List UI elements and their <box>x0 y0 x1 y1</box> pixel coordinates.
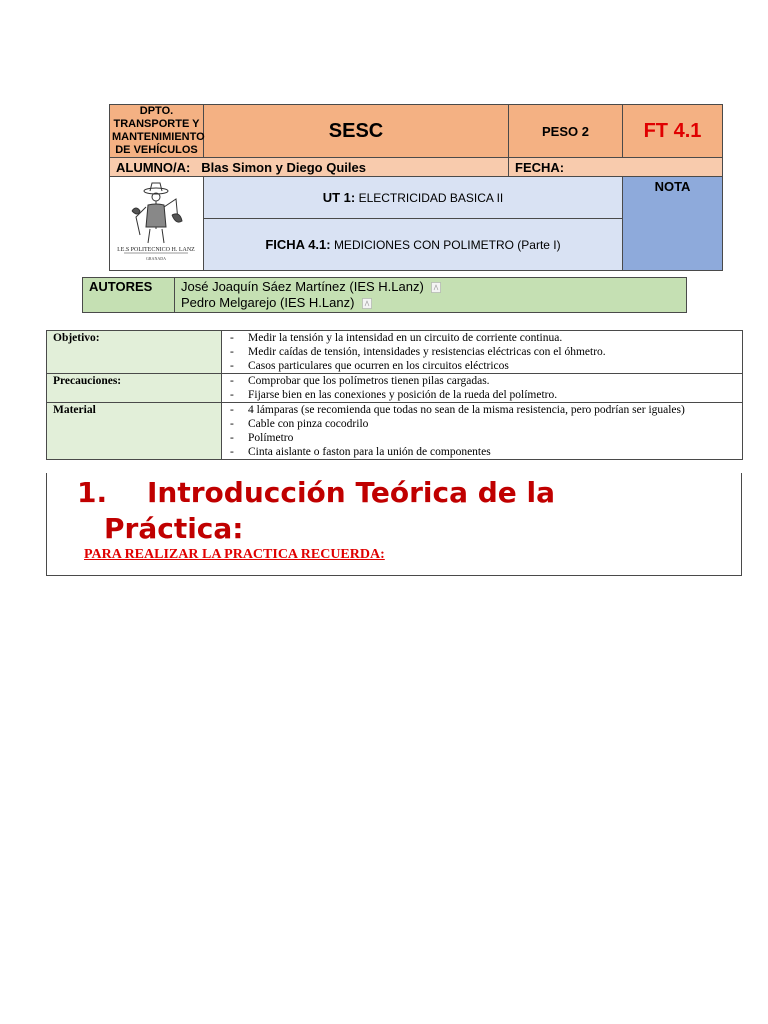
objective-label: Objetivo: <box>47 331 222 374</box>
student-label: ALUMNO/A: <box>116 159 191 175</box>
sheet-label: FICHA 4.1: <box>265 236 331 252</box>
school-logo <box>110 177 204 271</box>
list-item: - Cinta aislante o faston para la unión de componentes <box>228 445 736 459</box>
header-table <box>109 104 723 271</box>
material-label: Material <box>47 403 222 460</box>
material-list <box>222 403 743 460</box>
grade-cell: NOTA <box>623 177 723 271</box>
date-label: FECHA: <box>515 159 565 175</box>
list-item: - Casos particulares que ocurren en los circuitos eléctricos <box>228 359 736 373</box>
section-title-line2: Práctica: <box>104 512 244 545</box>
authors-names <box>175 278 687 313</box>
department-cell: DPTO. TRANSPORTE Y MANTENIMIENTO DE VEHÍCULOS <box>110 105 204 158</box>
list-item: - Medir la tensión y la intensidad en un circuito de corriente continua. <box>228 331 736 345</box>
list-item: - Polímetro <box>228 431 736 445</box>
author-item: Pedro Melgarejo (IES H.Lanz) <box>181 295 680 311</box>
precautions-label: Precauciones: <box>47 374 222 403</box>
broken-image-icon <box>362 298 372 309</box>
unit-cell <box>204 177 623 219</box>
list-item: - 4 lámparas (se recomienda que todas no sean de la misma resistencia, pero podrían ser iguales) <box>228 403 736 417</box>
broken-image-icon <box>431 282 441 293</box>
logo-city: GRANADA <box>146 256 166 261</box>
precautions-list <box>222 374 743 403</box>
info-table <box>46 330 743 460</box>
section-title-line1: Introducción Teórica de la <box>147 476 555 509</box>
unit-label: UT 1: <box>322 189 356 205</box>
section-heading <box>77 475 717 547</box>
objective-list <box>222 331 743 374</box>
authors-table <box>82 277 687 313</box>
sheet-code: FT 4.1 <box>623 105 723 158</box>
list-item: - Cable con pinza cocodrilo <box>228 417 736 431</box>
section-number: 1. <box>77 476 108 509</box>
school-logo-icon <box>110 177 202 265</box>
list-item: - Medir caídas de tensión, intensidades y resistencias eléctricas con el óhmetro. <box>228 345 736 359</box>
author-item: José Joaquín Sáez Martínez (IES H.Lanz) <box>181 279 680 295</box>
intro-section <box>46 473 742 576</box>
student-row <box>110 158 509 177</box>
logo-caption: I.E.S POLITECNICO H. LANZ <box>117 247 195 253</box>
unit-value: ELECTRICIDAD BASICA II <box>358 190 504 205</box>
list-item: - Fijarse bien en las conexiones y posición de la rueda del polímetro. <box>228 388 736 402</box>
authors-label: AUTORES <box>83 278 175 313</box>
reminder-text: PARA REALIZAR LA PRACTICA RECUERDA: <box>84 547 385 562</box>
list-item: - Comprobar que los polímetros tienen pilas cargadas. <box>228 374 736 388</box>
date-cell <box>509 158 723 177</box>
subject-title: SESC <box>204 105 509 158</box>
weight-cell: PESO 2 <box>509 105 623 158</box>
sheet-cell <box>204 218 623 270</box>
sheet-value: MEDICIONES CON POLIMETRO (Parte I) <box>333 237 561 252</box>
student-names: Blas Simon y Diego Quiles <box>201 159 366 175</box>
